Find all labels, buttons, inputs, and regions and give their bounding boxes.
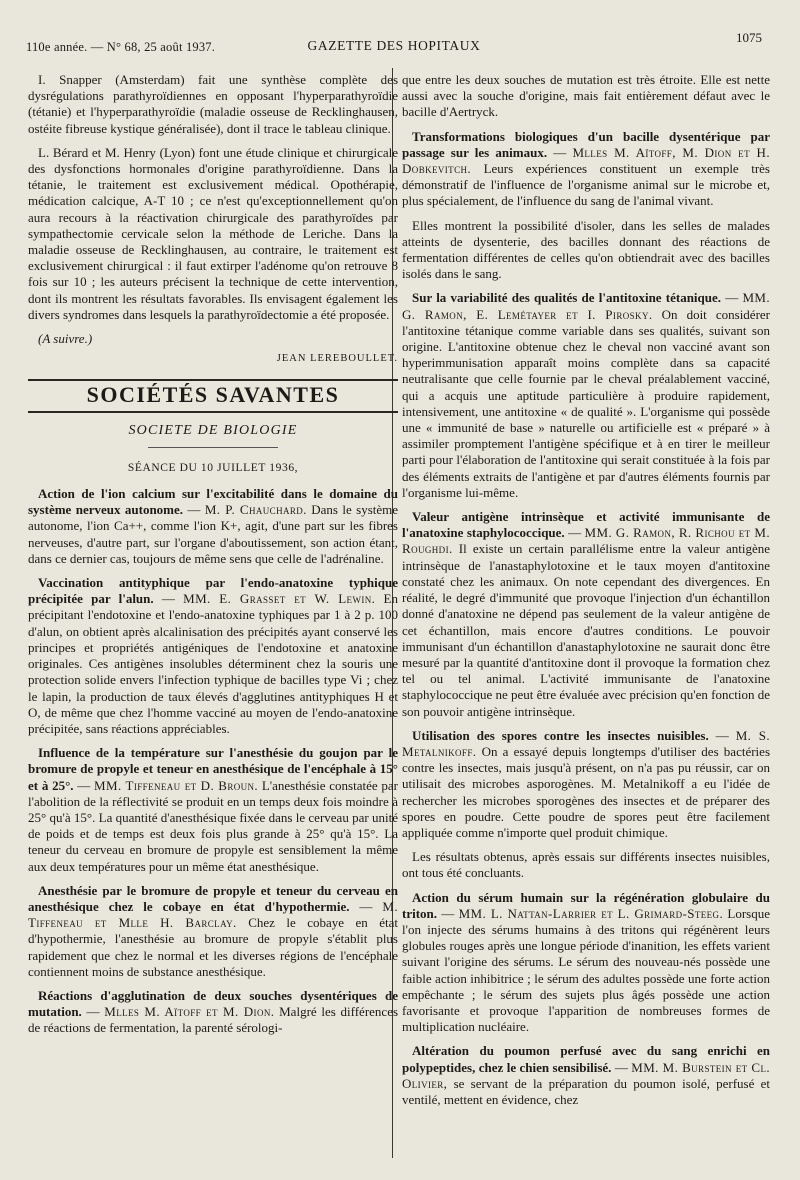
session-date: SÉANCE DU 10 JUILLET 1936, [127,461,299,474]
article-authors: M. P. Chauchard. [204,502,307,518]
article-authors: M. S. Metalnikoff. [402,727,770,759]
page-number: 1075 [736,30,762,45]
article: Influence de la température sur l'anesthésie du goujon par le bromure de propyle et teneur en anesthésique de l'encéphale à 15° et à 25°. — MM. Tiffeneau et D. Broun. L'anesthésie constatée par l'abolition de la réflectivité se produit en un temps deux fois moindre à 25° qu'à 15°. La quantité d'anesthésique fixée dans le cerveau par unité de poids et de temps est deux fois plus grande à 25° qu'à 15°. La teneur du cerveau en bromure de propyle est sensiblement la même aux deux températures pour un même état anesthésique. [28,745,398,874]
article-title: Réactions d'agglutination de deux souches dysentériques de mutation. [28,987,398,1020]
article: Transformations biologiques d'un bacille dysentérique par passage sur les animaux. — Mlles M. Aïtoff, M. Dion et H. Dobkevitch. Leurs expériences constituent un exemple très démonstratif de l'influence de l'organisme animal sur le microbe et, plus spécialement, de l'influence du sang de l'animal vivant. [402,128,770,209]
article-authors: MM. G. Ramon, R. Richou et M. Roughdi. [402,525,770,557]
article-authors: MM. M. Burstein et Cl. Olivier, [402,1059,771,1091]
intro-paragraph: I. Snapper (Amsterdam) fait une synthèse complète des dysrégulations parathyroïdiennes en opposant l'hyperparathyroïdie (tétanie) et l'hyperparathyroïdie (maladie osseuse de Recklinghausen, ostéite fibreuse kystique généralisée), dont il trace le tableau clinique. [28,72,398,136]
article: Action de l'ion calcium sur l'excitabilité dans le domaine du système nerveux autonome. — M. P. Chauchard. Dans le système autonome, l'ion Ca++, comme l'ion K+, agit, d'une part sur les fibres nerveuses, d'autre part, sur l'organe d'aboutissement, son action étant, dans ce dernier cas, toujours de même sens que celle de l'adrénaline. [28,486,399,566]
article-title: Influence de la température sur l'anesthésie du goujon par le bromure de propyle et teneur en anesthésique de l'encéphale à 15° et à 25°. [28,745,398,793]
article-authors: MM. L. Nattan-Larrier et L. Grimard-Steeg. [458,905,724,921]
article-title: Vaccination antityphique par l'endo-anatoxine typhique précipitée par l'alun. [28,575,398,607]
article-authors: M. Tiffeneau et Mlle H. Barclay. [28,898,398,931]
article-text: L'anesthésie constatée par l'abolition de la réflectivité se produit en un temps deux fois moindre à 25° qu'à 15°. La quantité d'anesthésique fixée dans le cerveau par unité de poids et de temps est deux fois plus grande à 25° qu'à 15°. La teneur du cerveau en bromure de propyle est sensiblement la même aux deux températures pour un même état anesthésique. [28,777,398,874]
continued-note: (A suivre.) [38,331,93,347]
right-column [402,72,770,1116]
article: Vaccination antityphique par l'endo-anatoxine typhique précipitée par l'alun. — MM. E. Grasset et W. Lewin. En précipitant l'endotoxine et l'endo-anatoxine typhiques par 1 à 2 p. 100 d'alun, on obtient après alcalinisation des précipités ayant conservé les principes et propriétés antigéniques de l'endotoxine et anatoxine originales. Ces antigènes insolubles déterminent chez la souris une protection solide envers l'infection typhique de bacilles type Vi ; chez le lapin, la production de taux élevés d'agglutines antityphiques H et O, de même que chez l'homme vacciné au moyen de l'endo-anatoxine précipitée, sans réactions appréciables. [28,575,398,736]
article-title: Action de l'ion calcium sur l'excitabilité dans le domaine du système nerveux autonome. [28,486,398,518]
article: Valeur antigène intrinsèque et activité immunisante de l'anatoxine staphylococcique. — MM. G. Ramon, R. Richou et M. Roughdi. Il existe un certain parallélisme entre la valeur antigène intrinsèque de l'anastaphylotoxine et le taux moyen d'antitoxine constaté chez les animaux. On note cependant des divergences. En réalité, le degré d'immunité que provoque l'injection d'un échantillon donné d'anatoxine ne dépend pas seulement de la valeur antigène de cet échantillon, mais encore d'autres conditions. Le pouvoir immunisant d'un échantillon d'anastaphylotoxine ne saurait donc être mesuré par la quantité d'antitoxine dont il provoque la formation chez tel ou tel animal. L'activité immunisante de l'anatoxine staphylococcique ne peut être évaluée avec précision qu'en fonction de son pouvoir antigène intrinsèque. [402,509,771,719]
article-text: Lorsque l'on injecte des sérums humains à des tritons qui régénèrent leurs globules rouges après une longue période d'inanition, les effets varient suivant l'origine des sérums. Le sérum des nouveau-nés possède une faible action inhibitrice ; le sérum des adultes possède une forte action empêchante ; le sérum des sujets plus âgés possède une action favorisante et provoque l'apparition de nombreuses formes de multiplication nucléaire. [402,905,771,1035]
article-title: Altération du poumon perfusé avec du sang enrichi en polypeptides, chez le chien sensibilisé. [402,1043,770,1075]
article-title: Valeur antigène intrinsèque et activité immunisante de l'anatoxine staphylococcique. [402,509,770,541]
article: Altération du poumon perfusé avec du sang enrichi en polypeptides, chez le chien sensibilisé. — MM. M. Burstein et Cl. Olivier, se servant de la préparation du poumon isolé, perfusé et ventilé, mettent en évidence, chez [402,1043,771,1107]
article-authors: MM. Tiffeneau et D. Broun. [94,777,259,793]
section-heading [28,379,398,412]
carryover-text: que entre les deux souches de mutation est très étroite. Elle est nette aussi avec la souche d'origine, mais fait entièrement défaut avec le bacille d'Aertryck. [402,72,770,120]
article: Sur la variabilité des qualités de l'antitoxine tétanique. — MM. G. Ramon, E. Lemétayer et I. Pirosky. On doit considérer l'antitoxine tétanique comme variable dans ses qualités, suivant son origine. L'antitoxine obtenue chez le cheval non vacciné avant son hyperimmunisation apparaît moins complète dans sa capacité neutralisante que celle fournie par le cheval préalablement vacciné, qui a acquis une aptitude particulière à produire rapidement, intensivement, une antitoxine « de qualité ». L'organisme qui possède une « immunité de base » naturelle ou artificielle est « préparé » à assimiler promptement l'antigène spécifique et à en tirer le meilleur parti pour l'élaboration de l'antitoxine qui serait constituée à la fois par des éléments extraits de l'antigène et par d'autres éléments fournis par l'organisme lui-même. [402,290,771,500]
article-text: Chez le cobaye en état d'hypothermie, l'anesthésie au bromure de propyle s'établit plus rapidement que chez le normal et les diverses régions de l'encéphale contiennent moins de substance anesthésique. [28,915,399,979]
society-name: SOCIETE DE BIOLOGIE [128,422,298,438]
left-column [28,72,398,1045]
article-text: se servant de la préparation du poumon isolé, perfusé et ventilé, mettent en évidence, chez [402,1075,770,1107]
article-text: Dans le système autonome, l'ion Ca++, comme l'ion K+, agit, d'une part sur les fibres nerveuses, d'autre part, sur l'organe d'aboutissement, son action étant, dans ce dernier cas, toujours de même sens que celle de l'adrénaline. [28,502,399,566]
article-authors: Mlles M. Aïtoff et M. Dion. [104,1004,275,1020]
journal-title: GAZETTE DES HOPITAUX [307,38,481,53]
article: Anesthésie par le bromure de propyle et teneur du cerveau en anesthésique chez le cobaye en état d'hypothermie. — M. Tiffeneau et Mlle H. Barclay. Chez le cobaye en état d'hypothermie, l'anesthésie au bromure de propyle s'établit plus rapidement que chez le normal et les diverses régions de l'encéphale contiennent moins de substance anesthésique. [28,882,399,979]
intro-paragraph: L. Bérard et M. Henry (Lyon) font une étude clinique et chirurgicale des dysfonctions hormonales d'origine parathyroïdienne. Dans la tétanie, le traitement est exclusivement médical. Opothérapie, médication calcique, A-T 10 ; ce n'est qu'exceptionnellement qu'on aura recours à la réactivation chirurgicale des parathyroïdes par sympathectomie cervicale selon la méthode de Leriche. Dans la maladie osseuse de Recklinghausen, au contraire, le traitement est exclusivement chirurgical : il faut extirper l'adénome qu'on retrouve 8 fois sur 10 ; les auteurs précisent la technique de cette intervention, dont ils montrent les résultats favorables. Ils envisagent également les divers syndromes dans lesquels la parathyroïdectomie a été proposée. [28,144,398,322]
article-continuation: Les résultats obtenus, après essais sur différents insectes nuisibles, ont tous été concluants. [402,849,770,881]
article-text: En précipitant l'endotoxine et l'endo-anatoxine typhiques par 1 à 2 p. 100 d'alun, on obtient après alcalinisation des précipités ayant conservé les principes et propriétés antigéniques de l'endotoxine et anatoxine originales. Ces antigènes insolubles déterminent chez la souris une protection solide envers l'infection typhique de bacilles type Vi ; chez le lapin, la production de taux élevés d'agglutines antityphiques H et O, de même que chez l'homme vacciné au moyen de l'endo-anatoxine précipitée, sans réactions appréciables. [28,591,398,736]
article-title: Utilisation des spores contre les insectes nuisibles. [412,727,709,743]
article-continuation: Elles montrent la possibilité d'isoler, dans les selles de malades atteints de dysenterie, des bacilles donnant des réactions de fermentation différentes de celles qu'on obtiendrait avec des bacilles isolés dans le sang. [402,217,770,282]
article-text: Il existe un certain parallélisme entre la valeur antigène intrinsèque de l'anastaphylotoxine et le taux moyen d'antitoxine constaté chez les animaux. On note cependant des divergences. En réalité, le degré d'immunité que provoque l'injection d'un échantillon donné d'anatoxine ne dépend pas seulement de la valeur antigène de cet échantillon, mais encore d'autres conditions. Le pouvoir immunisant d'un échantillon d'anastaphylotoxine ne saurait donc être mesuré par la quantité d'antitoxine dont il provoque la formation chez tel ou tel animal. L'activité immunisante de l'anatoxine staphylococcique ne peut être évaluée avec précision qu'en fonction de son pouvoir antigène intrinsèque. [402,541,771,719]
article-authors: MM. G. Ramon, E. Lemétayer et I. Pirosky. [402,290,771,322]
article: Utilisation des spores contre les insectes nuisibles. — M. S. Metalnikoff. On a essayé depuis longtemps d'utiliser des bactéries contre les insectes, mais jusqu'à présent, on n'a pas pu réussir, car on utilisait des microbes asporogènes. M. Metalnikoff a eu l'idée de rechercher les microbes sporogènes des insectes et de préparer des spores en poudre. Cette poudre de spores peut être facilement appliquée comme n'importe quel produit chimique. [402,727,770,840]
section-title: SOCIÉTÉS SAVANTES [86,382,340,408]
society-divider [148,447,278,448]
article-title: Transformations biologiques d'un bacille dysentérique par passage sur les animaux. [402,128,770,160]
article-title: Action du sérum humain sur la régénération globulaire du triton. [402,889,770,921]
article-text: On a essayé depuis longtemps d'utiliser des bactéries contre les insectes, mais jusqu'à présent, on n'a pas pu réussir, car on utilisait des microbes asporogènes. M. Metalnikoff a eu l'idée de rechercher les microbes sporogènes des insectes et de préparer des spores en poudre. Cette poudre de spores peut être facilement appliquée comme n'importe quel produit chimique. [402,743,770,840]
author-signature: JEAN LEREBOULLET. [276,353,398,365]
issue-info: 110e année. — N° 68, 25 août 1937. [26,40,216,54]
article-authors: Mlles M. Aïtoff, M. Dion et H. Dobkevitch. [402,144,770,177]
page-header [26,30,762,60]
article: Réactions d'agglutination de deux souches dysentériques de mutation. — Mlles M. Aïtoff et M. Dion. Malgré les différences de réactions de fermentation, la parenté sérologi- [28,987,399,1036]
article-title: Anesthésie par le bromure de propyle et teneur du cerveau en anesthésique chez le cobaye en état d'hypothermie. [28,882,398,914]
article-text: On doit considérer l'antitoxine tétanique comme variable dans ses qualités, suivant son origine. L'antitoxine obtenue chez le cheval non vacciné avant son hyperimmunisation apparaît moins complète dans sa capacité neutralisante que celle fournie par le cheval préalablement vacciné, qui a acquis une aptitude particulière à produire rapidement, intensivement, une antitoxine « de qualité ». L'organisme qui possède une « immunité de base » naturelle ou artificielle est « préparé » à assimiler promptement l'antigène spécifique et à en tirer le meilleur parti pour l'élaboration de l'antitoxine qui serait constituée à la fois par des éléments extraits de l'antigène et par d'autres éléments fournis par l'organisme lui-même. [402,306,771,500]
article-text: Leurs expériences constituent un exemple très démonstratif de l'influence de l'organisme animal sur le microbe et, plus spécialement, de l'influence du sang de l'animal vivant. [402,161,770,209]
article-authors: MM. E. Grasset et W. Lewin. [183,591,376,607]
article-text: Malgré les différences de réactions de fermentation, la parenté sérologi- [28,1004,399,1036]
article: Action du sérum humain sur la régénération globulaire du triton. — MM. L. Nattan-Larrier et L. Grimard-Steeg. Lorsque l'on injecte des sérums humains à des tritons qui régénèrent leurs globules rouges après une longue période d'inanition, les effets varient suivant l'origine des sérums. Le sérum des nouveau-nés possède une faible action inhibitrice ; le sérum des adultes possède une forte action empêchante ; le sérum des sujets plus âgés possède une action favorisante et provoque l'apparition de nombreuses formes de multiplication nucléaire. [402,889,771,1035]
article-title: Sur la variabilité des qualités de l'antitoxine tétanique. [412,290,722,306]
